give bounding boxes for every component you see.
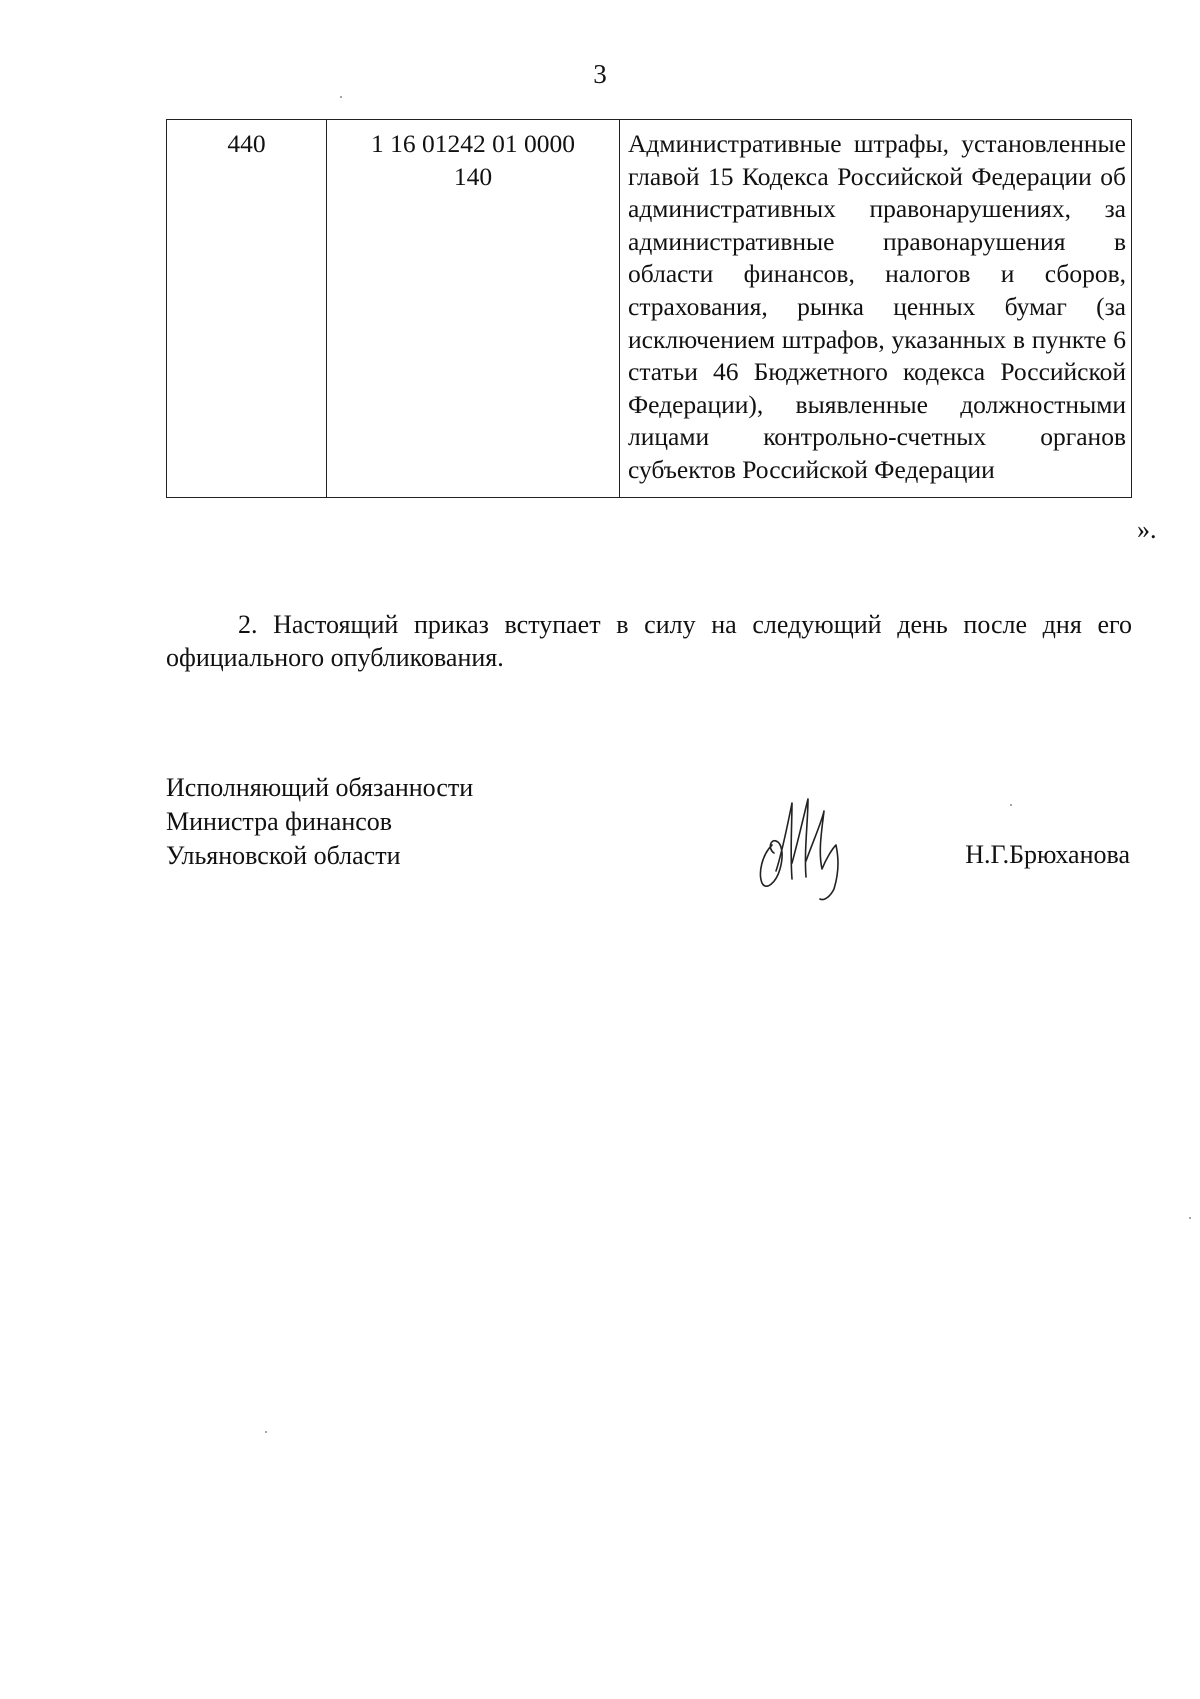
kbk-table — [166, 119, 1132, 498]
table-row — [167, 120, 1132, 498]
kbk-code-cell — [327, 120, 620, 498]
kbk-code-line-1: 1 16 01242 01 0000 — [371, 129, 575, 158]
scan-speck — [1189, 1217, 1191, 1219]
income-description-cell: Административные штрафы, установленные главой 15 Кодекса Российской Федерации об административных правонарушениях, за административные правонарушения в области финансов, налогов и сборов, страхования, рынка ценных бумаг (за исключением штрафов, указанных в пункте 6 статьи 46 Бюджетного кодекса Российской Федерации), выявленные должностными лицами контрольно-счетных органов субъектов Российской Федерации — [620, 120, 1132, 498]
page-number: 3 — [593, 59, 607, 89]
position-line-1: Исполняющий обязанности — [166, 773, 474, 802]
scan-speck — [265, 1431, 267, 1433]
scan-speck — [1010, 804, 1012, 806]
handwritten-signature-icon — [752, 793, 862, 901]
signatory-position — [166, 771, 726, 873]
kbk-code-line-2: 140 — [453, 161, 493, 191]
position-line-3: Ульяновской области — [166, 841, 401, 870]
closing-quote-mark: ». — [1137, 515, 1157, 544]
signer-name: Н.Г.Брюханова — [965, 840, 1130, 869]
scan-speck — [340, 96, 342, 98]
effective-date-paragraph: 2. Настоящий приказ вступает в силу на следующий день после дня его официального опубликования. — [166, 610, 1132, 672]
admin-code-cell: 440 — [167, 120, 327, 498]
position-line-2: Министра финансов — [166, 807, 393, 836]
